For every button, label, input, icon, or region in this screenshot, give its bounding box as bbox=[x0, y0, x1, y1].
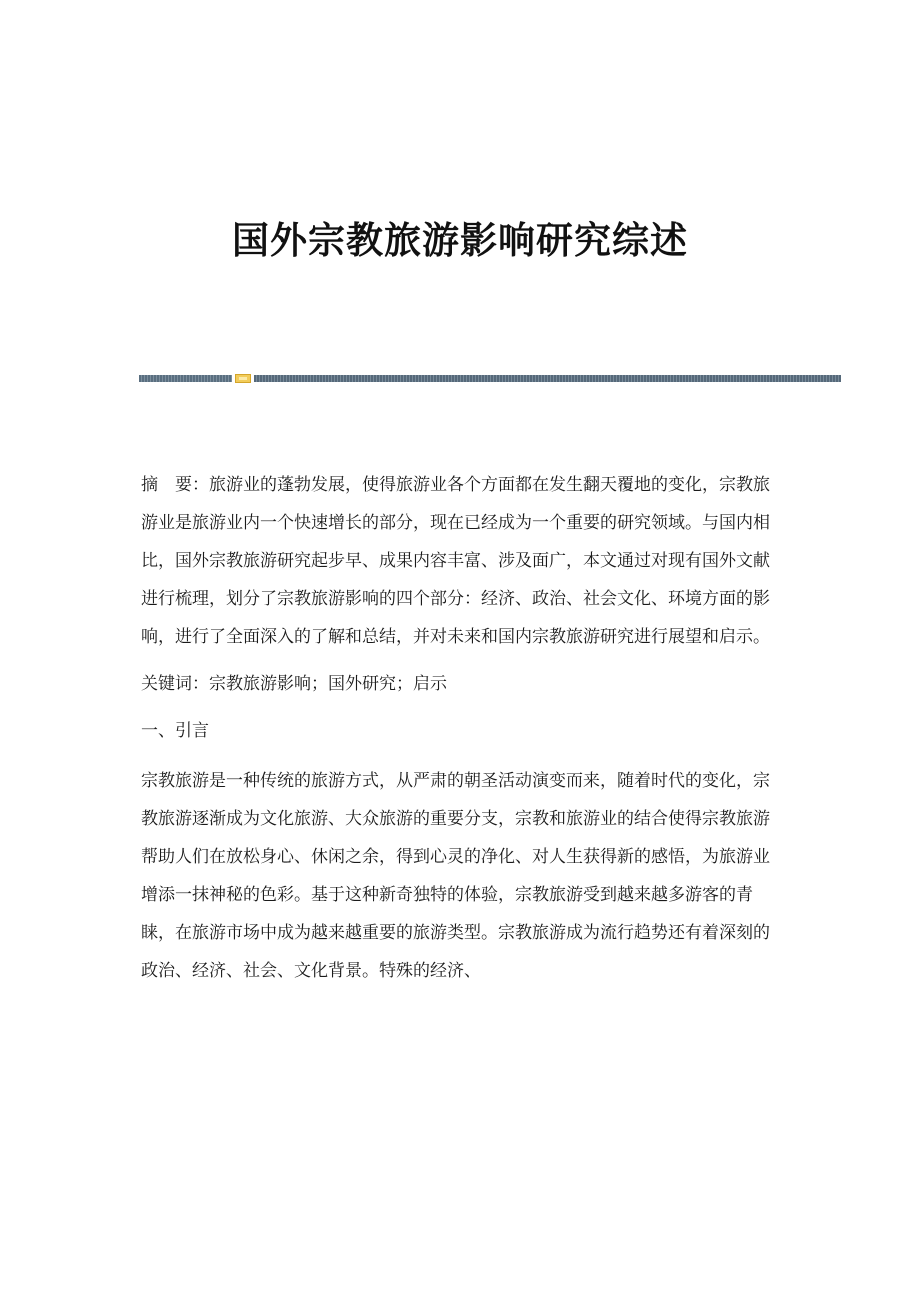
body-paragraph: 宗教旅游是一种传统的旅游方式，从严肃的朝圣活动演变而来，随着时代的变化，宗教旅游逐渐成为文化旅游、大众旅游的重要分支，宗教和旅游业的结合使得宗教旅游帮助人们在放松身心、休闲之余，得到心灵的净化、对人生获得新的感悟，为旅游业增添一抹神秘的色彩。基于这种新奇独特的体验，宗教旅游受到越来越多游客的青睐，在旅游市场中成为越来越重要的旅游类型。宗教旅游成为流行趋势还有着深刻的政治、经济、社会、文化背景。特殊的经济、 bbox=[141, 771, 770, 981]
abstract-paragraph: 摘 要：旅游业的蓬勃发展，使得旅游业各个方面都在发生翻天覆地的变化，宗教旅游业是旅游业内一个快速增长的部分，现在已经成为一个重要的研究领域。与国内相比，国外宗教旅游研究起步早、成果内容丰富、涉及面广，本文通过对现有国外文献进行梳理，划分了宗教旅游影响的四个部分：经济、政治、社会文化、环境方面的影响，进行了全面深入的了解和总结，并对未来和国内宗教旅游研究进行展望和启示。 bbox=[141, 475, 770, 647]
document-title: 国外宗教旅游影响研究综述 bbox=[232, 218, 688, 262]
keywords-line: 关键词：宗教旅游影响；国外研究；启示 bbox=[141, 674, 447, 694]
divider-ornament-icon bbox=[235, 374, 251, 383]
divider-bar-right bbox=[254, 375, 841, 382]
section-heading: 一、引言 bbox=[141, 721, 209, 741]
decorative-divider bbox=[139, 374, 841, 383]
document-body bbox=[141, 466, 781, 990]
divider-bar-left bbox=[139, 375, 232, 382]
